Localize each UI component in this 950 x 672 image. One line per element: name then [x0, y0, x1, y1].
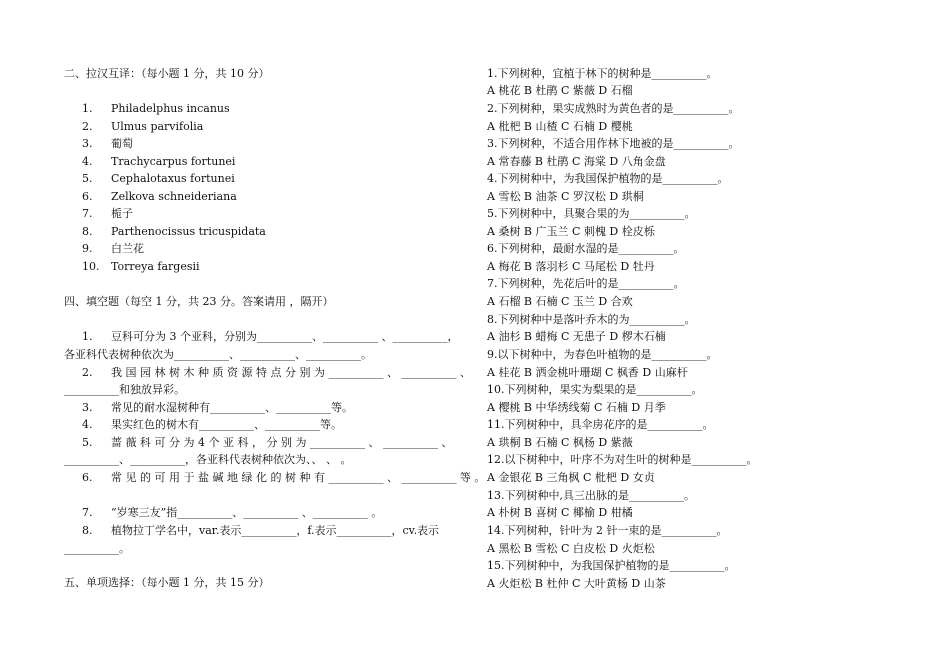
question-text: 1.下列树种，宜植于林下的树种是__________。	[487, 67, 718, 80]
question-options: A 石榴 B 石楠 C 玉兰 D 合欢	[487, 295, 633, 308]
question-options: A 珙桐 B 石楠 C 枫杨 D 紫薇	[487, 436, 633, 449]
item-text: 栀子	[111, 207, 133, 220]
question-text: 6.下列树种，最耐水湿的是__________。	[487, 242, 685, 255]
question-options: A 梅花 B 落羽杉 C 马尾松 D 牡丹	[487, 260, 655, 273]
item-text: Ulmus parvifolia	[111, 120, 204, 133]
item-number: 3.	[82, 137, 93, 150]
item-text: “岁寒三友”指__________、__________ 、__________ 。	[111, 506, 383, 519]
item-number: 4.	[82, 155, 93, 168]
item-text: Trachycarpus fortunei	[111, 155, 236, 168]
question-options: A 黑松 B 雪松 C 白皮松 D 火炬松	[487, 542, 655, 555]
item-number: 6.	[82, 190, 93, 203]
item-number: 9.	[82, 242, 93, 255]
question-text: 5.下列树种中，具聚合果的为__________。	[487, 207, 696, 220]
item-number: 10.	[82, 260, 100, 273]
section2-title: 二、拉汉互译：（每小题 1 分，共 10 分）	[64, 67, 270, 80]
item-text: 葡萄	[111, 137, 133, 150]
item-text: Philadelphus incanus	[111, 102, 230, 115]
question-options: A 枇杷 B 山楂 C 石楠 D 樱桃	[487, 120, 633, 133]
item-text: __________。	[64, 542, 130, 555]
item-text: 常 见 的 可 用 于 盐 碱 地 绿 化 的 树 种 有 __________ 、 __________ 等 。	[111, 471, 486, 484]
section5-title: 五、单项选择：（每小题 1 分，共 15 分）	[64, 576, 270, 589]
question-text: 15.下列树种中，为我国保护植物的是__________。	[487, 559, 736, 572]
item-text: 豆科可分为 3 个亚科，分别为__________、__________ 、__________，	[111, 330, 459, 343]
item-number: 4.	[82, 418, 93, 431]
item-text: 蔷 薇 科 可 分 为 4 个 亚 科 ， 分 别 为 __________ 、 __________ 、	[111, 436, 453, 449]
item-text: 常见的耐水湿树种有__________、__________等。	[111, 401, 353, 414]
question-text: 10.下列树种，果实为梨果的是__________。	[487, 383, 703, 396]
question-text: 14.下列树种，针叶为 2 针一束的是__________。	[487, 524, 728, 537]
item-text: 我 国 园 林 树 木 种 质 资 源 特 点 分 别 为 __________ 、 __________ 、	[111, 366, 471, 379]
question-options: A 雪松 B 油茶 C 罗汉松 D 珙桐	[487, 190, 644, 203]
item-number: 6.	[82, 471, 93, 484]
item-number: 5.	[82, 436, 93, 449]
question-options: A 桑树 B 广玉兰 C 刺槐 D 栓皮栎	[487, 225, 655, 238]
item-number: 8.	[82, 225, 93, 238]
item-number: 8.	[82, 524, 93, 537]
item-number: 2.	[82, 120, 93, 133]
item-number: 2.	[82, 366, 93, 379]
question-text: 13.下列树种中,具三出脉的是__________。	[487, 489, 695, 502]
question-text: 12.以下树种中，叶序不为对生叶的树种是__________。	[487, 453, 758, 466]
question-options: A 金银花 B 三角枫 C 枇杷 D 女贞	[487, 471, 655, 484]
item-number: 7.	[82, 207, 93, 220]
section4-title: 四、填空题（每空 1 分，共 23 分。答案请用 ，隔开）	[64, 295, 334, 308]
item-number: 3.	[82, 401, 93, 414]
question-options: A 常春藤 B 杜鹃 C 海棠 D 八角金盘	[487, 155, 666, 168]
question-options: A 樱桃 B 中华绣线菊 C 石楠 D 月季	[487, 401, 666, 414]
question-options: A 桂花 B 洒金桃叶珊瑚 C 枫香 D 山麻杆	[487, 366, 688, 379]
item-text: __________、__________，各亚科代表树种依次为、、 、 。	[64, 453, 352, 466]
item-text: Cephalotaxus fortunei	[111, 172, 235, 185]
item-text: 植物拉丁学名中，var.表示__________，f.表示__________，cv.表示	[111, 524, 440, 537]
question-options: A 桃花 B 杜鹃 C 紫薇 D 石榴	[487, 84, 633, 97]
item-number: 7.	[82, 506, 93, 519]
question-text: 2.下列树种，果实成熟时为黄色者的是__________。	[487, 102, 740, 115]
item-text: Parthenocissus tricuspidata	[111, 225, 266, 238]
item-text: __________和独放异彩。	[64, 383, 185, 396]
item-text: Torreya fargesii	[111, 260, 200, 273]
item-text: 各亚科代表树种依次为__________、__________、__________。	[64, 348, 372, 361]
question-options: A 油杉 B 蜡梅 C 无患子 D 椤木石楠	[487, 330, 666, 343]
question-options: A 火炬松 B 杜仲 C 大叶黄杨 D 山茶	[487, 577, 666, 590]
item-number: 1.	[82, 102, 93, 115]
question-options: A 朴树 B 喜树 C 椰榆 D 柑橘	[487, 506, 633, 519]
item-number: 5.	[82, 172, 93, 185]
item-text: 果实红色的树木有__________、__________等。	[111, 418, 342, 431]
question-text: 8.下列树种中是落叶乔木的为__________。	[487, 313, 696, 326]
item-text: Zelkova schneideriana	[111, 190, 237, 203]
question-text: 3.下列树种，不适合用作林下地被的是__________。	[487, 137, 740, 150]
item-text: 白兰花	[111, 242, 144, 255]
question-text: 9.以下树种中，为春色叶植物的是__________。	[487, 348, 718, 361]
question-text: 7.下列树种，先花后叶的是__________。	[487, 277, 685, 290]
item-number: 1.	[82, 330, 93, 343]
question-text: 11.下列树种中，具伞房花序的是__________。	[487, 418, 714, 431]
question-text: 4.下列树种中，为我国保护植物的是__________。	[487, 172, 729, 185]
